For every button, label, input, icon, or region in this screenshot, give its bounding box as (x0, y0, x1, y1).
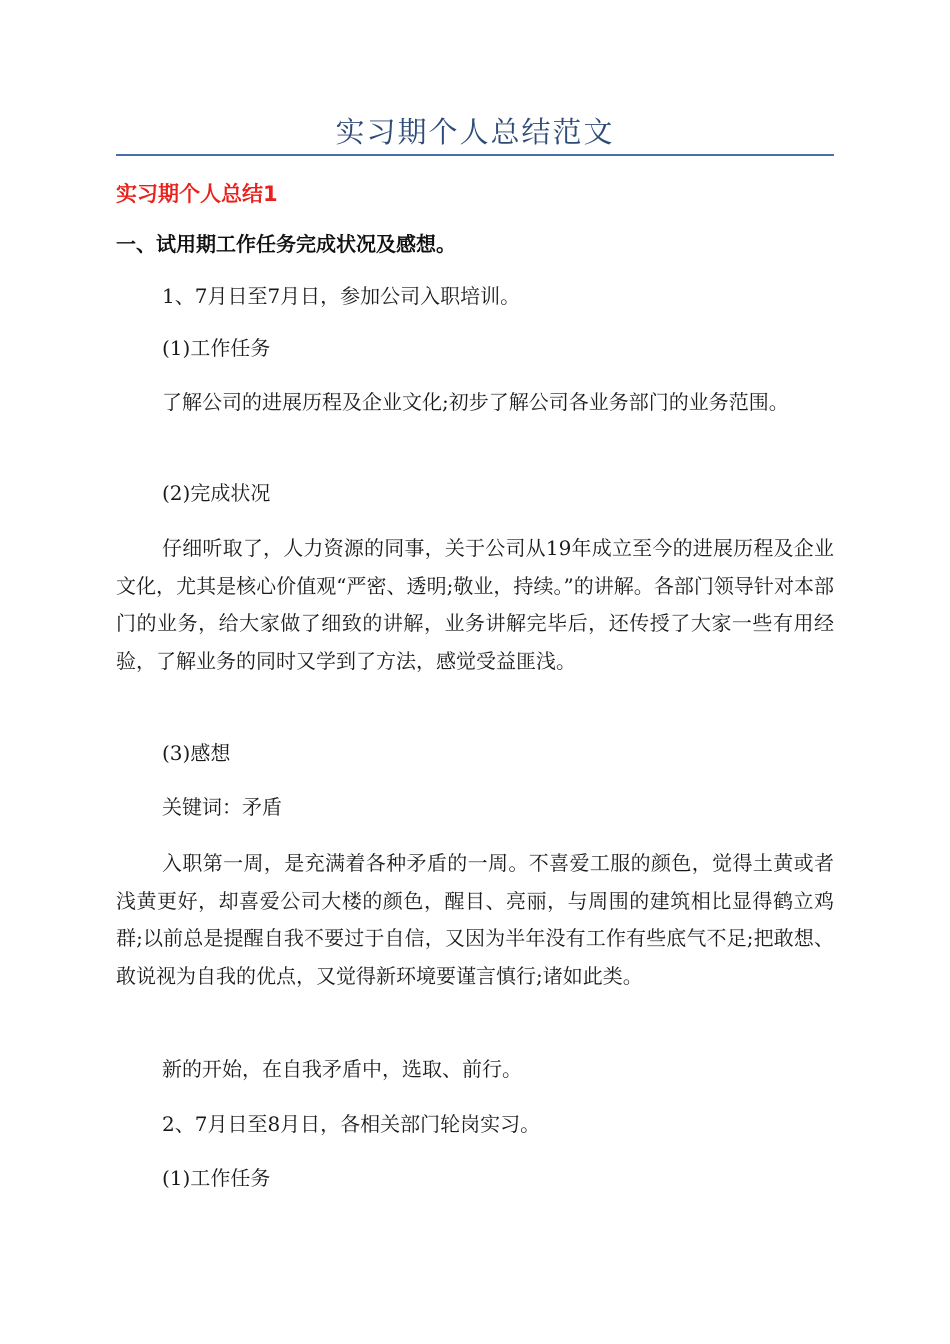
paragraph-status-content: 仔细听取了，人力资源的同事，关于公司从19年成立至今的进展历程及企业文化，尤其是核心价值观“严密、透明;敬业，持续。”的讲解。各部门领导针对本部门的业务，给大家做了细致的讲解，业务讲解完毕后，还传授了大家一些有用经验，了解业务的同时又学到了方法，感觉受益匪浅。 (116, 536, 834, 673)
paragraph-keyword: 关键词：矛盾 (162, 795, 282, 819)
paragraph-training-dates: 1、7月日至7月日，参加公司入职培训。 (162, 284, 521, 308)
section-heading: 实习期个人总结1 (116, 182, 278, 206)
document-title: 实习期个人总结范文 (335, 115, 615, 149)
paragraph-task-label-2: (1)工作任务 (162, 1166, 271, 1190)
paragraph-feelings-label: (3)感想 (162, 741, 231, 765)
paragraph-new-start: 新的开始，在自我矛盾中，选取、前行。 (162, 1057, 522, 1081)
title-underline-rule (116, 154, 834, 156)
paragraph-status-label: (2)完成状况 (162, 481, 271, 505)
paragraph-rotation-dates: 2、7月日至8月日，各相关部门轮岗实习。 (162, 1112, 541, 1136)
paragraph-feelings-content: 入职第一周，是充满着各种矛盾的一周。不喜爱工服的颜色，觉得土黄或者浅黄更好，却喜爱公司大楼的颜色，醒目、亮丽，与周围的建筑相比显得鹤立鸡群;以前总是提醒自我不要过于自信，又因为半年没有工作有些底气不足;把敢想、敢说视为自我的优点，又觉得新环境要谨言慎行;诸如此类。 (116, 851, 834, 988)
paragraph-task-content: 了解公司的进展历程及企业文化;初步了解公司各业务部门的业务范围。 (162, 390, 789, 414)
sub-heading: 一、试用期工作任务完成状况及感想。 (116, 232, 456, 256)
paragraph-task-label-1: (1)工作任务 (162, 336, 271, 360)
